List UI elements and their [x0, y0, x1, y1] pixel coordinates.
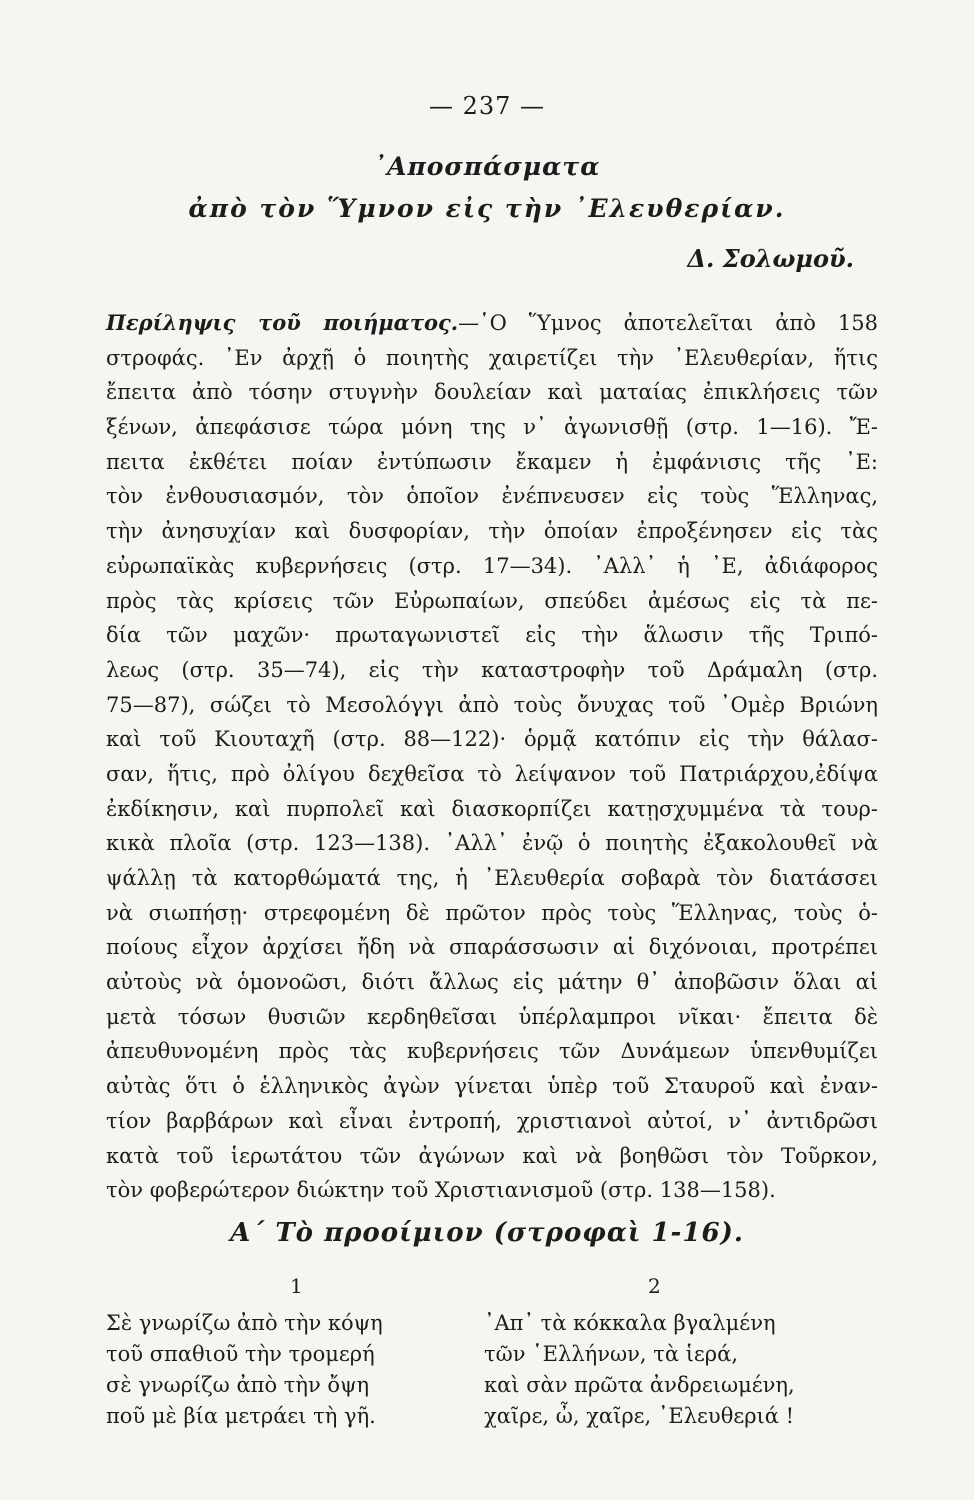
summary-line: κατὰ τοῦ ἱερωτάτου τῶν ἀγώνων καὶ νὰ βοηθῶσι τὸν Τοῦρκον,	[106, 1143, 878, 1168]
verse-line: χαῖρε, ὦ, χαῖρε, ᾿Ελευθεριά !	[484, 1404, 795, 1428]
summary-line: τὸν ἐνθουσιασμόν, τὸν ὁποῖον ἐνέπνευσεν εἰς τοὺς Ἕλληνας,	[106, 484, 878, 509]
summary-line: μετὰ τόσων θυσιῶν κερδηθεῖσαι ὑπέρλαμπροι νῖκαι· ἔπειτα δὲ	[106, 1004, 878, 1029]
summary-line: 75—87), σώζει τὸ Μεσολόγγι ἀπὸ τοὺς ὄνυχας τοῦ ᾿Ομὲρ Βριώνη	[106, 692, 878, 717]
summary-line: ξένων, ἀπεφάσισε τώρα μόνη της ν᾿ ἀγωνισθῇ (στρ. 1—16). Ἔ-	[106, 415, 878, 440]
page-number: — 237 —	[428, 92, 546, 120]
summary-line: ἐκδίκησιν, καὶ πυρπολεῖ καὶ διασκορπίζει κατῃσχυμμένα τὰ τουρ-	[106, 796, 878, 821]
summary-line: εὐρωπαϊκὰς κυβερνήσεις (στρ. 17—34). ᾿Αλλ᾿ ἡ ᾿Ε, ἀδιάφορος	[106, 553, 878, 578]
summary-line	[106, 306, 878, 341]
summary-line: καὶ τοῦ Κιουταχῆ (στρ. 88—122)· ὁρμᾷ κατόπιν εἰς τὴν θάλασ-	[106, 727, 878, 752]
verse-line: καὶ σὰν πρῶτα ἀνδρειωμένη,	[484, 1373, 795, 1397]
summary-line: τίον βαρβάρων καὶ εἶναι ἐντροπή, χριστιανοὶ αὐτοί, ν᾿ ἀντιδρῶσι	[106, 1108, 878, 1133]
verse-line: Σὲ γνωρίζω ἀπὸ τὴν κόψη	[106, 1311, 383, 1335]
summary-line: σαν, ἥτις, πρὸ ὀλίγου δεχθεῖσα τὸ λείψανον τοῦ Πατριάρχου,ἐδίψα	[106, 761, 878, 786]
stanza	[484, 1308, 795, 1432]
summary-lead: Περίληψις τοῦ ποιήματος.	[106, 310, 459, 335]
summary-line: ψάλλῃ τὰ κατορθώματά της, ἡ ᾿Ελευθερία σοβαρὰ τὸν διατάσσει	[106, 866, 878, 890]
summary-line: ποίους εἶχον ἀρχίσει ἤδη νὰ σπαράσσωσιν αἱ διχόνοιαι, προτρέπει	[106, 935, 878, 960]
title-line-1: ᾿Αποσπάσματα	[373, 152, 601, 181]
summary-line: λεως (στρ. 35—74), εἰς τὴν καταστροφὴν τοῦ Δράμαλη (στρ.	[106, 657, 878, 682]
summary-line: δία τῶν μαχῶν· πρωταγωνιστεῖ εἰς τὴν ἅλωσιν τῆς Τριπό-	[106, 623, 878, 648]
verse-line: τοῦ σπαθιοῦ τὴν τρομερή	[106, 1342, 375, 1366]
summary-line: αὐτοὺς νὰ ὁμονοῶσι, διότι ἄλλως εἰς μάτην θ᾿ ἀποβῶσιν ὅλαι αἱ	[106, 970, 878, 995]
summary-line: πρὸς τὰς κρίσεις τῶν Εὐρωπαίων, σπεύδει ἀμέσως εἰς τὰ πε-	[106, 588, 878, 613]
summary-paragraph	[106, 306, 878, 1208]
summary-line: κικὰ πλοῖα (στρ. 123—138). ᾿Αλλ᾿ ἐνῷ ὁ ποιητὴς ἐξακολουθεῖ νὰ	[106, 831, 878, 856]
stanza-number: 1	[290, 1274, 303, 1298]
verse-line: ᾿Απ᾿ τὰ κόκκαλα βγαλμένη	[484, 1311, 776, 1335]
stanza-number: 2	[648, 1274, 661, 1298]
summary-line: νὰ σιωπήσῃ· στρεφομένη δὲ πρῶτον πρὸς τοὺς Ἕλληνας, τοὺς ὁ-	[106, 900, 878, 925]
verse-line: ποῦ μὲ βία μετράει τὴ γῆ.	[106, 1404, 376, 1428]
verse-line: τῶν ῾Ελλήνων, τὰ ἱερά,	[484, 1342, 739, 1366]
verse-line: σὲ γνωρίζω ἀπὸ τὴν ὄψη	[106, 1373, 370, 1397]
summary-line: αὐτὰς ὅτι ὁ ἑλληνικὸς ἀγὼν γίνεται ὑπὲρ τοῦ Σταυροῦ καὶ ἐναν-	[106, 1074, 878, 1099]
stanza	[106, 1308, 383, 1432]
summary-line: στροφάς. ᾿Εν ἀρχῇ ὁ ποιητὴς χαιρετίζει τὴν ᾿Ελευθερίαν, ἥτις	[106, 345, 878, 370]
summary-line-text: —῾Ο Ὕμνος ἀποτελεῖται ἀπὸ 158	[458, 311, 878, 335]
summary-line: ἀπευθυνομένη πρὸς τὰς κυβερνήσεις τῶν Δυνάμεων ὑπενθυμίζει	[106, 1039, 878, 1064]
summary-line: ἔπειτα ἀπὸ τόσην στυγνὴν δουλείαν καὶ ματαίας ἐπικλήσεις τῶν	[106, 380, 878, 405]
summary-line: πειτα ἐκθέτει ποίαν ἐντύπωσιν ἔκαμεν ἡ ἐμφάνισις τῆς ᾿Ε:	[106, 449, 878, 474]
summary-line: τὴν ἀνησυχίαν καὶ δυσφορίαν, τὴν ὁποίαν ἐπροξένησεν εἰς τὰς	[106, 519, 878, 544]
author: Δ. Σολωμοῦ.	[687, 244, 854, 273]
summary-line: τὸν φοβερώτερον διώκτην τοῦ Χριστιανισμοῦ (στρ. 138—158).	[106, 1178, 776, 1203]
section-heading: Α΄ Τὸ προοίμιον (στροφαὶ 1-16).	[230, 1218, 744, 1248]
title-line-2: ἀπὸ τὸν Ὕμνον εἰς τὴν ᾿Ελευθερίαν.	[188, 194, 786, 223]
